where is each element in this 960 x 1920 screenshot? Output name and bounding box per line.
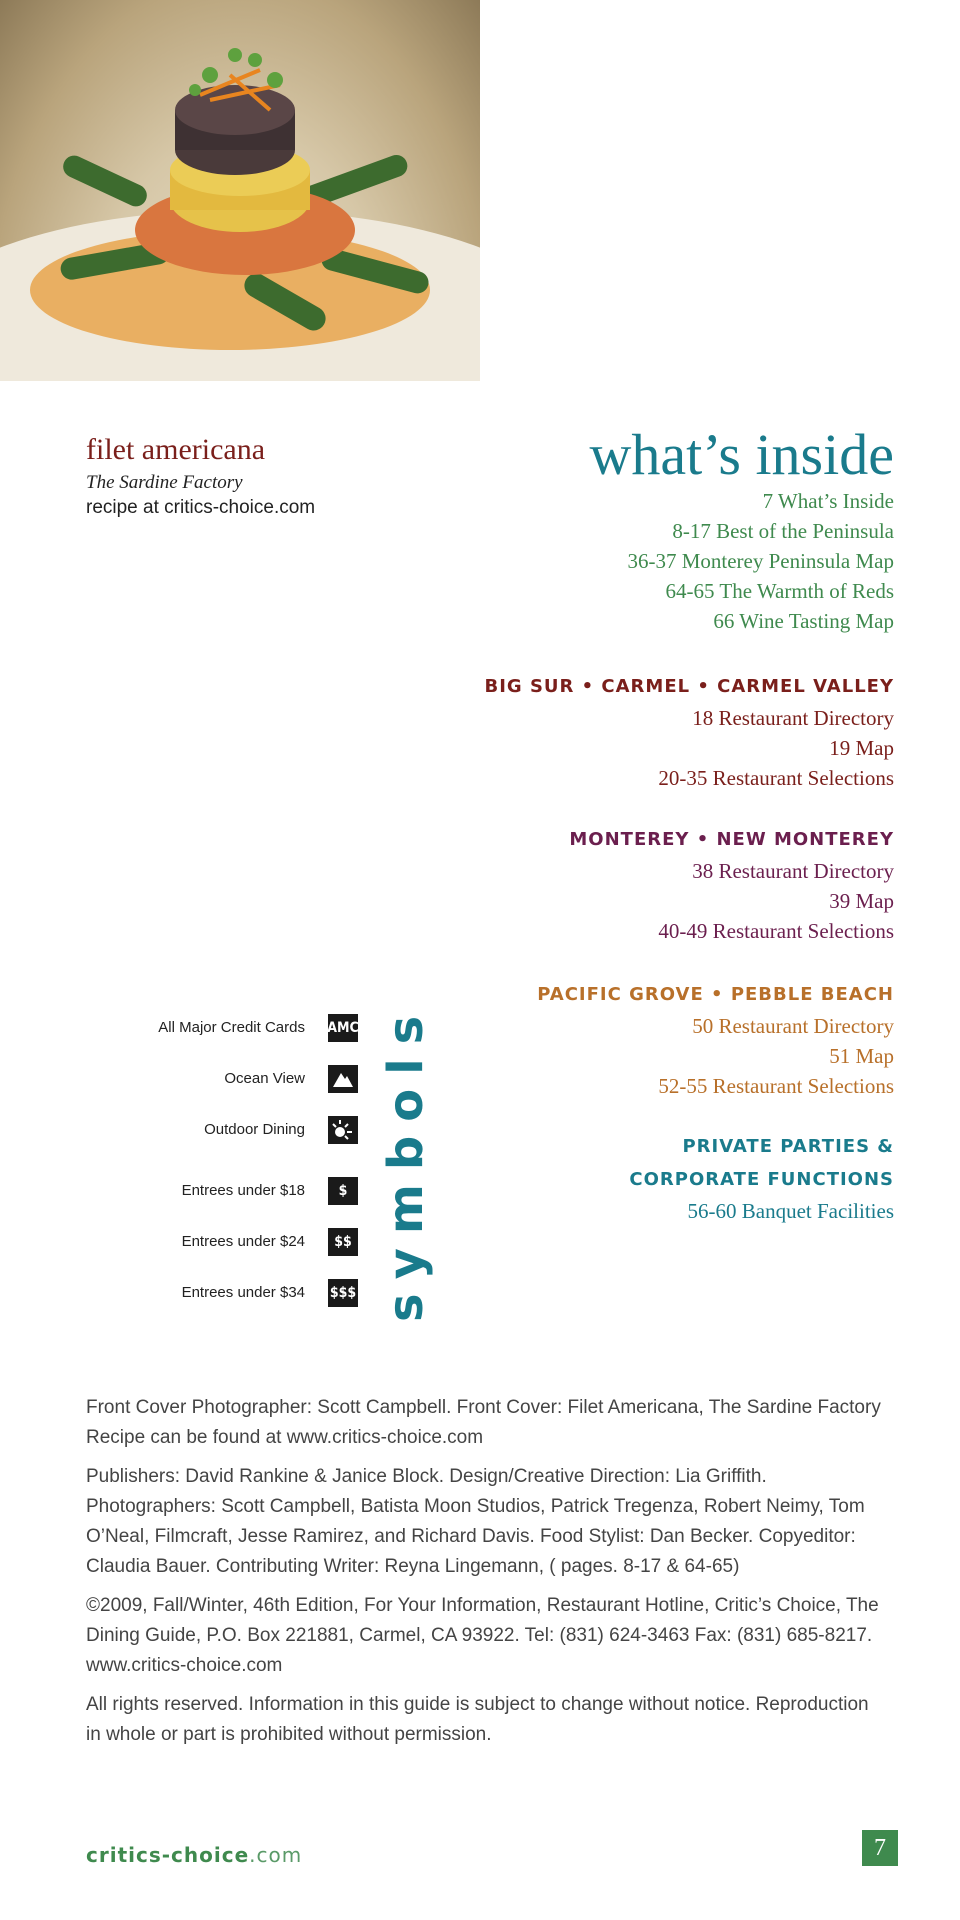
credits-paragraph: Publishers: David Rankine & Janice Block. Design/Creative Direction: Lia Griffith. Photographers: Scott Campbell, Batista Moon Studios, Patrick Tregenza, Robert Neimy, Tom O’Neal, Filmcraft, Jesse Ramirez, and Richard Davis. Food Stylist: Dan Becker. Copyeditor: Claudia Bauer. Contributing Writer: Reyna Lingemann, ( pages. 8-17 & 64-65) [86,1466,865,1577]
plated-dish-photo [0,0,480,381]
section-big-sur [484,670,894,793]
credit-card-icon: AMC [328,1014,358,1042]
section-item[interactable]: 20-35 Restaurant Selections [658,766,894,790]
section-item[interactable]: 52-55 Restaurant Selections [658,1074,894,1098]
symbol-label: All Major Credit Cards [158,1019,305,1036]
section-heading: PRIVATE PARTIES & [682,1136,894,1157]
symbols-heading: symbols [378,1001,434,1323]
section-item[interactable]: 56-60 Banquet Facilities [687,1199,894,1223]
section-item[interactable]: 18 Restaurant Directory [692,706,894,730]
section-heading: CORPORATE FUNCTIONS [629,1169,894,1190]
section-item[interactable]: 19 Map [829,736,894,760]
symbol-label: Ocean View [224,1070,305,1087]
contents-general [627,486,894,636]
section-heading: MONTEREY • NEW MONTEREY [569,829,894,850]
sun-icon [328,1116,358,1144]
contents-item[interactable]: 64-65 The Warmth of Reds [665,579,894,603]
section-item[interactable]: 50 Restaurant Directory [692,1014,894,1038]
credits-paragraph: Front Cover Photographer: Scott Campbell. Front Cover: Filet Americana, The Sardine Factory Recipe can be found at www.critics-choice.com [86,1397,881,1448]
price-one-icon: $ [328,1177,358,1205]
caption-restaurant: The Sardine Factory [86,472,243,493]
contents-item[interactable]: 8-17 Best of the Peninsula [672,519,894,543]
credits-paragraph: ©2009, Fall/Winter, 46th Edition, For Your Information, Restaurant Hotline, Critic’s Choice, The Dining Guide, P.O. Box 221881, Carmel, CA 93922. Tel: (831) 624-3463 Fax: (831) 685-8217. www.critics-choice.com [86,1595,879,1676]
caption-recipe-link[interactable]: recipe at critics-choice.com [86,497,316,518]
section-item[interactable]: 40-49 Restaurant Selections [658,919,894,943]
section-item[interactable]: 39 Map [829,889,894,913]
credits [86,1393,886,1750]
contents-item[interactable]: 66 Wine Tasting Map [713,609,894,633]
price-two-icon: $$ [328,1228,358,1256]
symbol-label: Entrees under $18 [181,1182,305,1199]
symbol-label: Outdoor Dining [204,1121,305,1138]
section-pacific-grove [537,978,894,1101]
caption-title: filet americana [86,433,266,466]
section-monterey [569,823,894,946]
mountain-icon [328,1065,358,1093]
cover-photo [0,0,480,381]
brand-name: critics-choice [86,1843,250,1867]
page-number: 7 [862,1830,898,1866]
brand-suffix: .com [249,1843,303,1867]
section-item[interactable]: 51 Map [829,1044,894,1068]
symbol-label: Entrees under $24 [181,1233,305,1250]
brand-link[interactable] [86,1843,302,1867]
section-heading: PACIFIC GROVE • PEBBLE BEACH [537,984,894,1005]
contents-item[interactable]: 36-37 Monterey Peninsula Map [627,549,894,573]
symbol-label: Entrees under $34 [181,1284,305,1301]
section-private-parties [629,1130,894,1226]
credits-paragraph: All rights reserved. Information in this guide is subject to change without notice. Reproduction in whole or part is prohibited without permission. [86,1694,869,1745]
contents-title: what’s inside [589,422,894,487]
price-three-icon: $$$ [328,1279,358,1307]
contents-item[interactable]: 7 What’s Inside [762,489,894,513]
section-item[interactable]: 38 Restaurant Directory [692,859,894,883]
section-heading: BIG SUR • CARMEL • CARMEL VALLEY [484,676,894,697]
